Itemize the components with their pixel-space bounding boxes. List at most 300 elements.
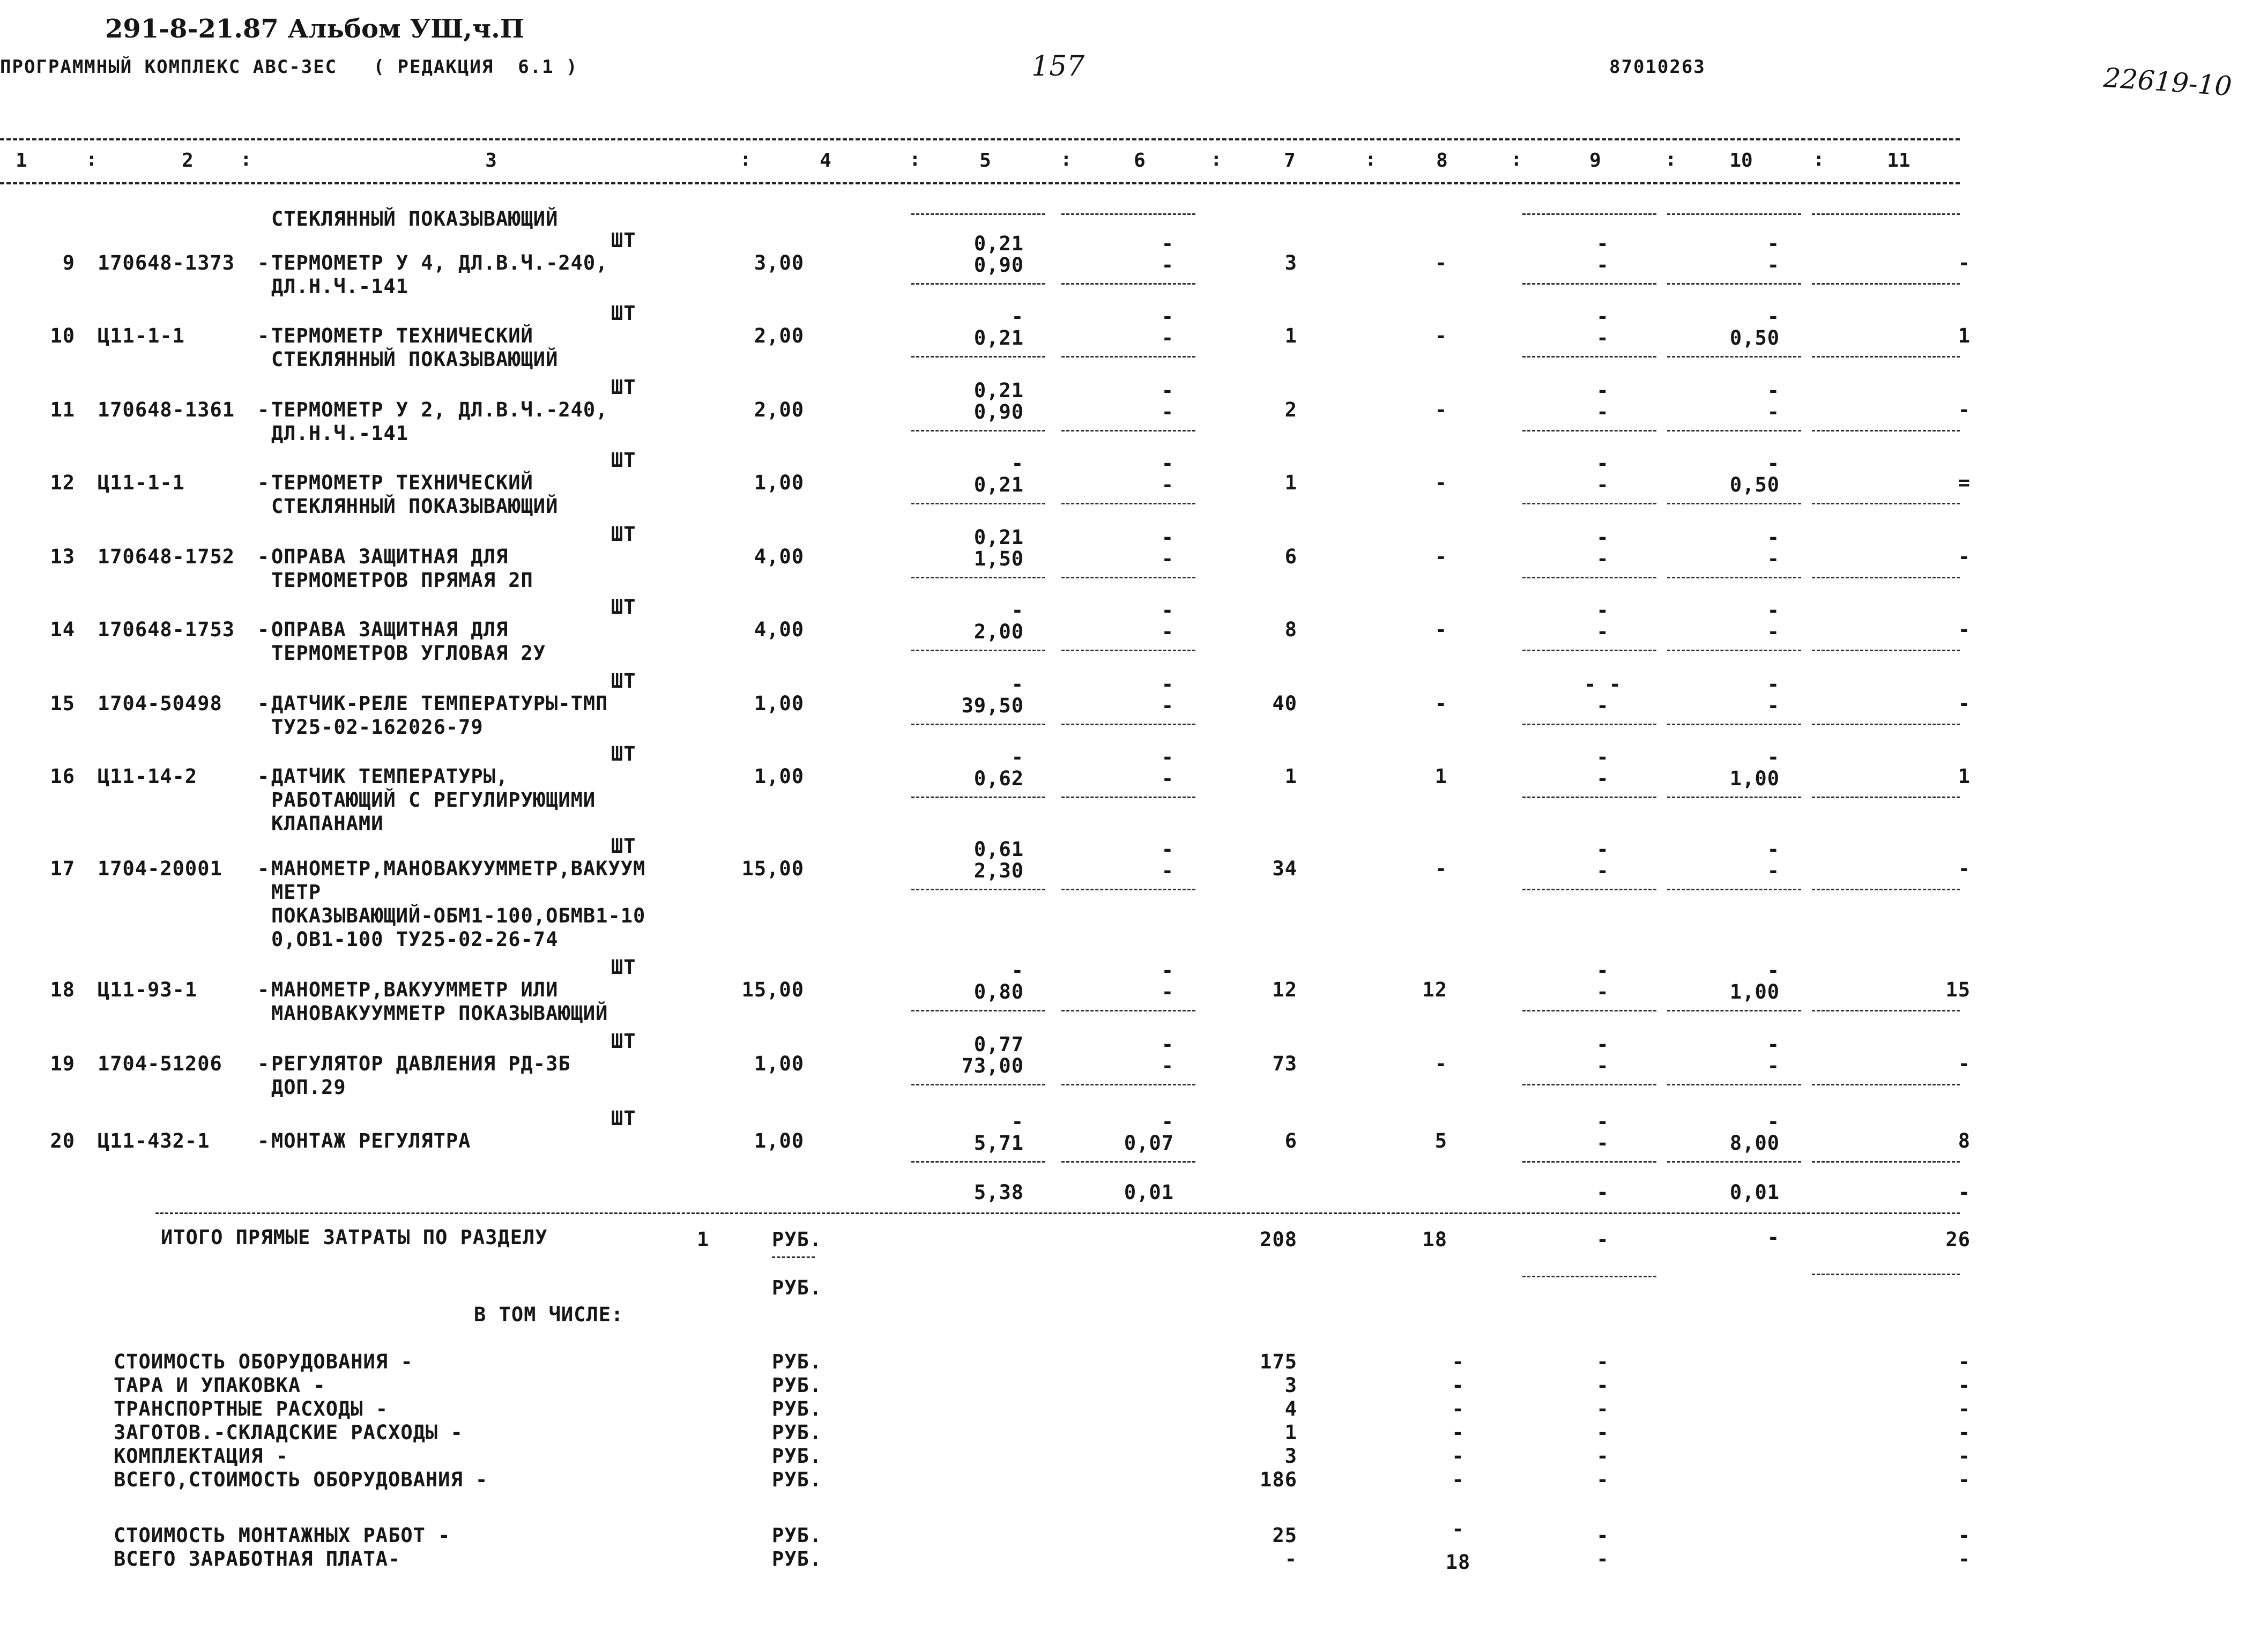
col6-lower: - bbox=[1161, 473, 1174, 496]
cell-dashed-rule bbox=[1812, 724, 1960, 725]
cell-dashed-rule bbox=[1667, 503, 1801, 504]
col10-lower: - bbox=[1767, 547, 1780, 570]
col10-lower: 1,00 bbox=[1729, 767, 1780, 790]
col9-upper: - - bbox=[1584, 673, 1622, 696]
unit-price-upper: - bbox=[1011, 959, 1024, 982]
unit-price-lower: 2,30 bbox=[973, 859, 1024, 882]
quantity: 4,00 bbox=[754, 545, 804, 568]
col6-lower: - bbox=[1161, 620, 1174, 643]
handwritten-reference: 22619-10 bbox=[2102, 62, 2233, 102]
column-separator: : bbox=[1365, 148, 1377, 170]
col8-value: 12 bbox=[1422, 978, 1447, 1001]
column-header-2: 2 bbox=[182, 150, 194, 172]
resource-code: 170648-1361 bbox=[98, 398, 235, 421]
cell-dashed-rule bbox=[1667, 283, 1801, 285]
cell-dashed-rule bbox=[911, 430, 1045, 431]
col11-value: 1 bbox=[1958, 324, 1971, 347]
total-cost: 1 bbox=[1284, 324, 1297, 347]
col6-upper: - bbox=[1161, 599, 1174, 622]
unit-price-lower: 39,50 bbox=[961, 694, 1024, 717]
cell-dashed-rule bbox=[1667, 577, 1801, 578]
item-description-line: ТЕРМОМЕТРОВ ПРЯМАЯ 2П bbox=[271, 569, 533, 592]
summary-col9: - bbox=[1596, 1524, 1609, 1547]
totals-col10: - bbox=[1767, 1226, 1780, 1249]
breakdown-label: КОМПЛЕКТАЦИЯ - bbox=[114, 1445, 288, 1468]
col6-lower: - bbox=[1161, 767, 1174, 790]
col10-lower: 1,00 bbox=[1729, 980, 1780, 1003]
col11-value: 15 bbox=[1945, 978, 1971, 1001]
column-header-3: 3 bbox=[485, 150, 497, 172]
col9-lower: - bbox=[1596, 254, 1609, 277]
col6-upper: - bbox=[1161, 746, 1174, 769]
column-header-9: 9 bbox=[1589, 150, 1601, 172]
column-header-8: 8 bbox=[1436, 150, 1448, 172]
breakdown-col9: - bbox=[1596, 1445, 1609, 1468]
cell-dashed-rule bbox=[1812, 577, 1960, 578]
resource-code: 170648-1373 bbox=[98, 251, 235, 274]
unit-of-measure: ШТ bbox=[611, 596, 636, 619]
item-description-line: СТЕКЛЯННЫЙ ПОКАЗЫВАЮЩИЙ bbox=[271, 207, 559, 230]
unit-price-upper: - bbox=[1011, 452, 1024, 475]
col6-lower: - bbox=[1161, 694, 1174, 717]
col6-upper: - bbox=[1161, 1033, 1174, 1056]
col9-lower: - bbox=[1596, 1132, 1609, 1155]
cell-dashed-rule bbox=[1061, 577, 1195, 578]
item-description-line: ТЕРМОМЕТР У 2, ДЛ.В.Ч.-240, bbox=[271, 398, 608, 421]
unit-price-lower: 5,71 bbox=[973, 1132, 1024, 1155]
col9-upper: - bbox=[1596, 452, 1609, 475]
col8-value: - bbox=[1434, 398, 1447, 421]
col10-upper: - bbox=[1767, 1110, 1780, 1133]
breakdown-label: ТАРА И УПАКОВКА - bbox=[114, 1374, 326, 1397]
col11-value: 1 bbox=[1958, 765, 1971, 788]
item-description-line: СТЕКЛЯННЫЙ ПОКАЗЫВАЮЩИЙ bbox=[271, 348, 559, 371]
column-separator: : bbox=[1511, 148, 1522, 170]
col10-lower: 0,50 bbox=[1729, 326, 1780, 349]
quantity: 15,00 bbox=[741, 978, 804, 1001]
cell-dashed-rule bbox=[911, 1161, 1045, 1163]
item-description-line: РЕГУЛЯТОР ДАВЛЕНИЯ РД-3Б bbox=[271, 1052, 571, 1075]
cell-dashed-rule bbox=[1061, 503, 1195, 504]
breakdown-col8: - bbox=[1452, 1468, 1464, 1491]
col10-upper: - bbox=[1767, 673, 1780, 696]
cell-dashed-rule bbox=[1667, 1010, 1801, 1011]
breakdown-unit: РУБ. bbox=[772, 1397, 822, 1420]
total-cost: 6 bbox=[1284, 545, 1297, 568]
col8-value: 5 bbox=[1434, 1129, 1447, 1152]
row-number: 16 bbox=[50, 765, 75, 788]
col9-lower: - bbox=[1596, 473, 1609, 496]
col9-upper: - bbox=[1596, 232, 1609, 255]
breakdown-unit: РУБ. bbox=[772, 1421, 822, 1444]
item-description-line: ДЛ.Н.Ч.-141 bbox=[271, 422, 409, 445]
col8-value: - bbox=[1434, 692, 1447, 715]
col10-upper: - bbox=[1767, 379, 1780, 402]
item-description-line: СТЕКЛЯННЫЙ ПОКАЗЫВАЮЩИЙ bbox=[271, 495, 559, 518]
col9-upper: - bbox=[1596, 838, 1609, 861]
breakdown-unit: РУБ. bbox=[772, 1374, 822, 1397]
cell-dashed-rule bbox=[1522, 1084, 1656, 1085]
col11-value: - bbox=[1958, 857, 1971, 880]
col8-value: - bbox=[1434, 545, 1447, 568]
col11-value: 8 bbox=[1958, 1129, 1971, 1152]
summary-col8: - bbox=[1452, 1517, 1464, 1541]
col6-upper: - bbox=[1161, 959, 1174, 982]
cell-dashed-rule bbox=[911, 650, 1045, 651]
column-separator: : bbox=[1060, 148, 1072, 170]
code-desc-separator: - bbox=[257, 692, 270, 715]
item-description-line: МАНОМЕТР,ВАКУУММЕТР ИЛИ bbox=[271, 978, 559, 1001]
total-cost: 34 bbox=[1272, 857, 1297, 880]
cell-dashed-rule bbox=[1522, 1161, 1656, 1163]
cell-dashed-rule bbox=[911, 356, 1045, 358]
item-description-line: МАНОВАКУУММЕТР ПОКАЗЫВАЮЩИЙ bbox=[271, 1002, 608, 1025]
col10-upper: - bbox=[1767, 305, 1780, 328]
column-separator: : bbox=[1210, 148, 1222, 170]
breakdown-col9: - bbox=[1596, 1350, 1609, 1373]
item-description-line: ТЕРМОМЕТРОВ УГЛОВАЯ 2У bbox=[271, 642, 546, 665]
row-number: 17 bbox=[50, 857, 75, 880]
breakdown-col9: - bbox=[1596, 1468, 1609, 1491]
col9-upper: - bbox=[1596, 305, 1609, 328]
summary-col11: - bbox=[1958, 1524, 1971, 1547]
col10-upper: - bbox=[1767, 1033, 1780, 1056]
total-cost: 1 bbox=[1284, 471, 1297, 494]
summary-unit: РУБ. bbox=[772, 1547, 822, 1571]
cell-dashed-rule bbox=[1061, 213, 1195, 215]
page-number: 157 bbox=[1031, 50, 1085, 83]
summary-unit: РУБ. bbox=[772, 1524, 822, 1547]
item-description-line: ОПРАВА ЗАЩИТНАЯ ДЛЯ bbox=[271, 545, 509, 568]
col9-lower: - bbox=[1596, 980, 1609, 1003]
unit-price-lower: 0,21 bbox=[973, 473, 1024, 496]
breakdown-label: ЗАГОТОВ.-СКЛАДСКИЕ РАСХОДЫ - bbox=[114, 1421, 463, 1444]
row-number: 14 bbox=[50, 618, 75, 641]
col11-value: - bbox=[1958, 1052, 1971, 1075]
cell-dashed-rule bbox=[1061, 430, 1195, 431]
total-cost: 12 bbox=[1272, 978, 1297, 1001]
cell-dashed-rule bbox=[1522, 650, 1656, 651]
breakdown-col7: 4 bbox=[1284, 1397, 1297, 1420]
col6-lower: - bbox=[1161, 1054, 1174, 1077]
total-cost: 73 bbox=[1272, 1052, 1297, 1075]
cell-dashed-rule bbox=[1812, 889, 1960, 890]
col8-value: - bbox=[1434, 324, 1447, 347]
row20-tail-col9: - bbox=[1596, 1181, 1609, 1204]
col10-upper: - bbox=[1767, 838, 1780, 861]
unit-price-upper: 0,21 bbox=[973, 526, 1024, 549]
col6-lower: - bbox=[1161, 980, 1174, 1003]
col9-lower: - bbox=[1596, 1054, 1609, 1077]
quantity: 1,00 bbox=[754, 692, 804, 715]
cell-dashed-rule bbox=[1812, 1010, 1960, 1011]
unit-price-upper: - bbox=[1011, 673, 1024, 696]
item-description-line: МЕТР bbox=[271, 881, 322, 904]
column-separator: : bbox=[1813, 148, 1825, 170]
col11-value: - bbox=[1958, 251, 1971, 274]
cell-dashed-rule bbox=[1812, 430, 1960, 431]
col6-upper: - bbox=[1161, 1110, 1174, 1133]
item-description-line: КЛАПАНАМИ bbox=[271, 812, 384, 835]
code-desc-separator: - bbox=[257, 398, 270, 421]
totals-top-rule bbox=[155, 1212, 1960, 1214]
cell-dashed-rule bbox=[911, 503, 1045, 504]
unit-price-lower: 0,62 bbox=[973, 767, 1024, 790]
resource-code: 1704-51206 bbox=[98, 1052, 222, 1075]
col9-lower: - bbox=[1596, 694, 1609, 717]
breakdown-col7: 175 bbox=[1260, 1350, 1297, 1373]
totals-unit-rule bbox=[772, 1256, 815, 1258]
cell-dashed-rule bbox=[1667, 213, 1801, 215]
breakdown-unit: РУБ. bbox=[772, 1445, 822, 1468]
cell-dashed-rule bbox=[1667, 724, 1801, 725]
resource-code: Ц11-93-1 bbox=[98, 978, 198, 1001]
item-description-line: 0,ОВ1-100 ТУ25-02-26-74 bbox=[271, 928, 559, 951]
col9-upper: - bbox=[1596, 599, 1609, 622]
item-description-line: ДАТЧИК-РЕЛЕ ТЕМПЕРАТУРЫ-ТМП bbox=[271, 692, 608, 715]
row-number: 20 bbox=[50, 1129, 75, 1152]
code-desc-separator: - bbox=[257, 1129, 270, 1152]
col6-lower: - bbox=[1161, 326, 1174, 349]
col8-value: - bbox=[1434, 251, 1447, 274]
unit-of-measure: ШТ bbox=[611, 449, 636, 472]
column-header-7: 7 bbox=[1284, 150, 1296, 172]
breakdown-col8: - bbox=[1452, 1445, 1464, 1468]
breakdown-unit: РУБ. bbox=[772, 1350, 822, 1373]
row-number: 19 bbox=[50, 1052, 75, 1075]
row-number: 10 bbox=[50, 324, 75, 347]
program-title: ПРОГРАММНЫЙ КОМПЛЕКС АВС-ЗЕС ( РЕДАКЦИЯ 6.1 ) bbox=[0, 56, 578, 78]
totals-col11-rule bbox=[1812, 1274, 1960, 1275]
col10-upper: - bbox=[1767, 959, 1780, 982]
item-description-line: ТЕРМОМЕТР ТЕХНИЧЕСКИЙ bbox=[271, 324, 533, 347]
item-description-line: ДАТЧИК ТЕМПЕРАТУРЫ, bbox=[271, 765, 509, 788]
col11-value: - bbox=[1958, 692, 1971, 715]
table-top-rule bbox=[0, 138, 1960, 140]
cell-dashed-rule bbox=[1812, 1084, 1960, 1085]
cell-dashed-rule bbox=[911, 1010, 1045, 1011]
breakdown-col8: - bbox=[1452, 1350, 1464, 1373]
cell-dashed-rule bbox=[1522, 797, 1656, 798]
resource-code: Ц11-1-1 bbox=[98, 324, 185, 347]
code-desc-separator: - bbox=[257, 857, 270, 880]
cell-dashed-rule bbox=[911, 1084, 1045, 1085]
col10-lower: - bbox=[1767, 620, 1780, 643]
cell-dashed-rule bbox=[911, 797, 1045, 798]
quantity: 3,00 bbox=[754, 251, 804, 274]
quantity: 1,00 bbox=[754, 1052, 804, 1075]
col9-upper: - bbox=[1596, 959, 1609, 982]
totals-col9-rule bbox=[1522, 1276, 1656, 1277]
column-separator: : bbox=[740, 148, 752, 170]
cell-dashed-rule bbox=[1061, 650, 1195, 651]
totals-section-number: 1 bbox=[697, 1228, 710, 1251]
code-desc-separator: - bbox=[257, 545, 270, 568]
col6-lower: - bbox=[1161, 254, 1174, 277]
column-separator: : bbox=[240, 148, 252, 170]
breakdown-col11: - bbox=[1958, 1421, 1971, 1444]
breakdown-label: ТРАНСПОРТНЫЕ РАСХОДЫ - bbox=[114, 1397, 389, 1420]
item-description-line: ПОКАЗЫВАЮЩИЙ-ОБМ1-100,ОБМВ1-10 bbox=[271, 904, 646, 927]
breakdown-col7: 1 bbox=[1284, 1421, 1297, 1444]
summary-label: СТОИМОСТЬ МОНТАЖНЫХ РАБОТ - bbox=[114, 1524, 451, 1547]
breakdown-col11: - bbox=[1958, 1445, 1971, 1468]
breakdown-col11: - bbox=[1958, 1397, 1971, 1420]
column-header-1: 1 bbox=[16, 150, 27, 172]
item-description-line: ТУ25-02-162026-79 bbox=[271, 716, 484, 739]
unit-price-upper: 0,77 bbox=[973, 1033, 1024, 1056]
cell-dashed-rule bbox=[1812, 650, 1960, 651]
cell-dashed-rule bbox=[911, 724, 1045, 725]
cell-dashed-rule bbox=[1061, 1084, 1195, 1085]
unit-price-lower: 1,50 bbox=[973, 547, 1024, 570]
col9-lower: - bbox=[1596, 620, 1609, 643]
col10-lower: - bbox=[1767, 400, 1780, 423]
breakdown-col8: - bbox=[1452, 1421, 1464, 1444]
col9-lower: - bbox=[1596, 767, 1609, 790]
unit-price-lower: 0,90 bbox=[973, 254, 1024, 277]
album-title: 291-8-21.87 Альбом УШ,ч.П bbox=[105, 14, 525, 44]
cell-dashed-rule bbox=[1812, 797, 1960, 798]
total-cost: 1 bbox=[1284, 765, 1297, 788]
col11-value: - bbox=[1958, 618, 1971, 641]
quantity: 2,00 bbox=[754, 324, 804, 347]
unit-price-upper: - bbox=[1011, 746, 1024, 769]
row-number: 13 bbox=[50, 545, 75, 568]
col6-upper: - bbox=[1161, 379, 1174, 402]
col9-lower: - bbox=[1596, 326, 1609, 349]
col6-upper: - bbox=[1161, 232, 1174, 255]
item-description-line: ОПРАВА ЗАЩИТНАЯ ДЛЯ bbox=[271, 618, 509, 641]
breakdown-col7: 3 bbox=[1284, 1374, 1297, 1397]
col6-lower: - bbox=[1161, 400, 1174, 423]
total-cost: 2 bbox=[1284, 398, 1297, 421]
col11-value: = bbox=[1958, 471, 1971, 494]
breakdown-col9: - bbox=[1596, 1421, 1609, 1444]
code-desc-separator: - bbox=[257, 251, 270, 274]
cell-dashed-rule bbox=[1522, 577, 1656, 578]
cell-dashed-rule bbox=[911, 283, 1045, 285]
item-description-line: ДОП.29 bbox=[271, 1076, 346, 1099]
cell-dashed-rule bbox=[1522, 1010, 1656, 1011]
col10-lower: - bbox=[1767, 859, 1780, 882]
unit-price-lower: 0,80 bbox=[973, 980, 1024, 1003]
cell-dashed-rule bbox=[1061, 1161, 1195, 1163]
cell-dashed-rule bbox=[1061, 797, 1195, 798]
breakdown-col7: 3 bbox=[1284, 1445, 1297, 1468]
cell-dashed-rule bbox=[1522, 724, 1656, 725]
column-header-11: 11 bbox=[1887, 150, 1910, 172]
breakdown-col9: - bbox=[1596, 1374, 1609, 1397]
col6-upper: - bbox=[1161, 452, 1174, 475]
unit-price-upper: - bbox=[1011, 1110, 1024, 1133]
cell-dashed-rule bbox=[911, 213, 1045, 215]
col9-upper: - bbox=[1596, 1033, 1609, 1056]
row-number: 12 bbox=[50, 471, 75, 494]
unit-of-measure: ШТ bbox=[611, 742, 636, 765]
col8-value: - bbox=[1434, 618, 1447, 641]
breakdown-label: ВСЕГО,СТОИМОСТЬ ОБОРУДОВАНИЯ - bbox=[114, 1468, 488, 1491]
cell-dashed-rule bbox=[911, 889, 1045, 890]
resource-code: Ц11-1-1 bbox=[98, 471, 185, 494]
resource-code: 1704-50498 bbox=[98, 692, 222, 715]
item-description-line: РАБОТАЮЩИЙ С РЕГУЛИРУЮЩИМИ bbox=[271, 788, 596, 812]
cell-dashed-rule bbox=[1667, 1084, 1801, 1085]
resource-code: Ц11-14-2 bbox=[98, 765, 198, 788]
column-separator: : bbox=[86, 148, 98, 170]
unit-price-lower: 2,00 bbox=[973, 620, 1024, 643]
col11-value: - bbox=[1958, 398, 1971, 421]
including-heading: В ТОМ ЧИСЛЕ: bbox=[474, 1303, 624, 1326]
cell-dashed-rule bbox=[1522, 430, 1656, 431]
col8-value: - bbox=[1434, 1052, 1447, 1075]
quantity: 2,00 bbox=[754, 398, 804, 421]
quantity: 4,00 bbox=[754, 618, 804, 641]
col10-upper: - bbox=[1767, 232, 1780, 255]
col10-lower: - bbox=[1767, 254, 1780, 277]
item-description-line: МОНТАЖ РЕГУЛЯТРА bbox=[271, 1129, 471, 1152]
cell-dashed-rule bbox=[1667, 356, 1801, 358]
item-description-line: ТЕРМОМЕТР ТЕХНИЧЕСКИЙ bbox=[271, 471, 533, 494]
header-bottom-rule bbox=[0, 182, 1960, 184]
cell-dashed-rule bbox=[1061, 283, 1195, 285]
unit-of-measure: ШТ bbox=[611, 229, 636, 252]
col6-lower: - bbox=[1161, 859, 1174, 882]
column-header-4: 4 bbox=[820, 150, 831, 172]
unit-of-measure: ШТ bbox=[611, 302, 636, 325]
resource-code: 1704-20001 bbox=[98, 857, 222, 880]
row-number: 15 bbox=[50, 692, 75, 715]
cell-dashed-rule bbox=[1061, 889, 1195, 890]
code-desc-separator: - bbox=[257, 618, 270, 641]
col9-upper: - bbox=[1596, 526, 1609, 549]
summary-col11: - bbox=[1958, 1547, 1971, 1571]
col10-upper: - bbox=[1767, 599, 1780, 622]
col10-upper: - bbox=[1767, 452, 1780, 475]
col6-upper: - bbox=[1161, 838, 1174, 861]
row-number: 18 bbox=[50, 978, 75, 1001]
unit-of-measure: ШТ bbox=[611, 1030, 636, 1053]
code-desc-separator: - bbox=[257, 1052, 270, 1075]
totals-unit-secondary: РУБ. bbox=[772, 1276, 822, 1299]
total-cost: 6 bbox=[1284, 1129, 1297, 1152]
totals-label: ИТОГО ПРЯМЫЕ ЗАТРАТЫ ПО РАЗДЕЛУ bbox=[161, 1226, 548, 1249]
column-header-10: 10 bbox=[1729, 150, 1753, 172]
cell-dashed-rule bbox=[911, 577, 1045, 578]
cell-dashed-rule bbox=[1061, 724, 1195, 725]
code-desc-separator: - bbox=[257, 324, 270, 347]
code-desc-separator: - bbox=[257, 471, 270, 494]
col10-lower: 8,00 bbox=[1729, 1132, 1780, 1155]
cell-dashed-rule bbox=[1522, 503, 1656, 504]
code-desc-separator: - bbox=[257, 765, 270, 788]
unit-price-lower: 0,90 bbox=[973, 400, 1024, 423]
row-number: 11 bbox=[50, 398, 75, 421]
total-cost: 8 bbox=[1284, 618, 1297, 641]
resource-code: Ц11-432-1 bbox=[98, 1129, 210, 1152]
col10-upper: - bbox=[1767, 526, 1780, 549]
col6-lower: 0,07 bbox=[1124, 1132, 1174, 1155]
document-code: 87010263 bbox=[1609, 56, 1706, 78]
cell-dashed-rule bbox=[1522, 889, 1656, 890]
row20-tail-col6: 0,01 bbox=[1124, 1181, 1174, 1204]
column-header-6: 6 bbox=[1134, 150, 1146, 172]
quantity: 15,00 bbox=[741, 857, 804, 880]
col8-value: 1 bbox=[1434, 765, 1447, 788]
total-cost: 40 bbox=[1272, 692, 1297, 715]
quantity: 1,00 bbox=[754, 765, 804, 788]
unit-price-upper: 0,21 bbox=[973, 379, 1024, 402]
